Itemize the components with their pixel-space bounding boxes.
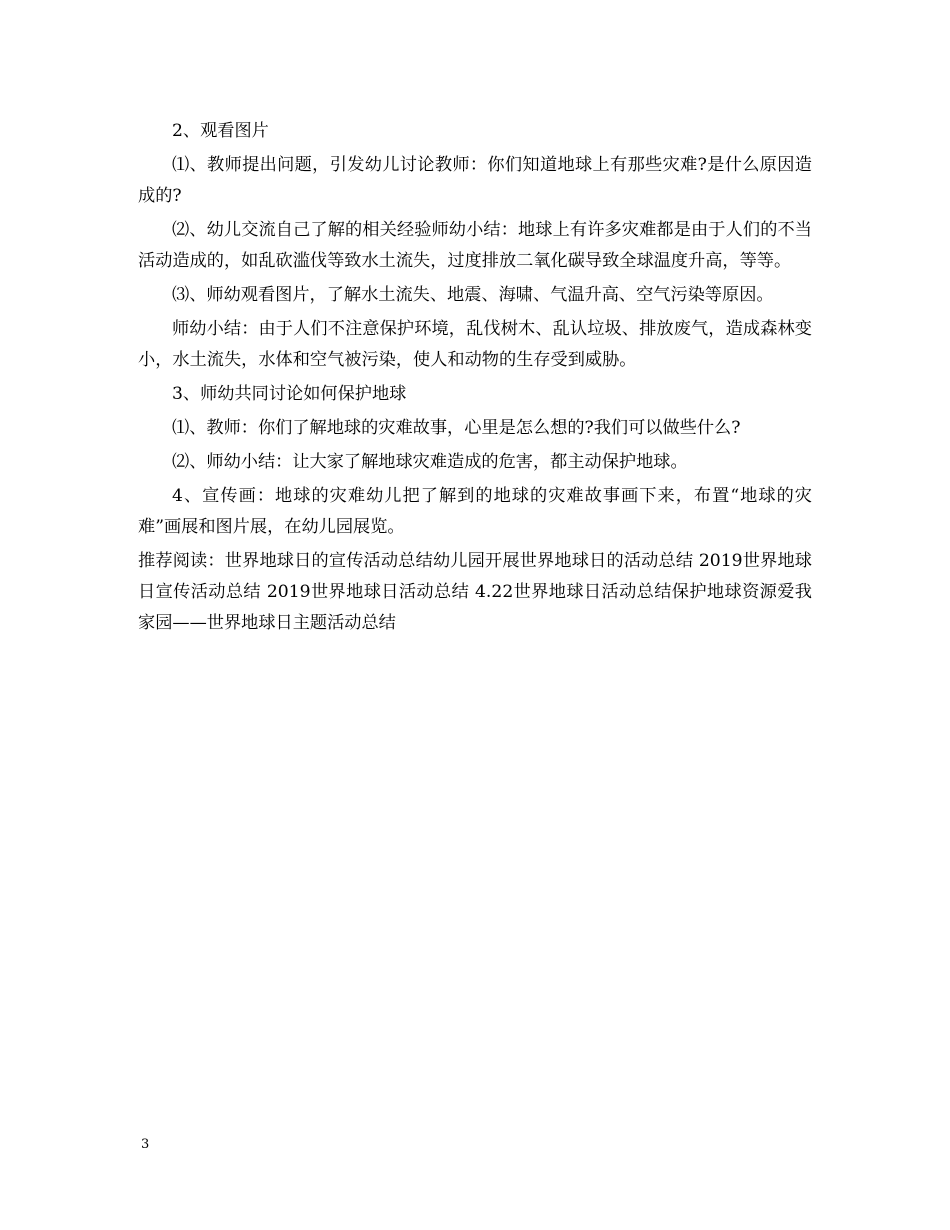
paragraph-poster-activity: 4、宣传画：地球的灾难幼儿把了解到的地球的灾难故事画下来，布置“地球的灾难”画展和图片展，在幼儿园展览。: [138, 486, 812, 537]
section-heading-discussion: 3、师幼共同讨论如何保护地球: [172, 384, 407, 404]
paragraph-children-exchange: ⑵、幼儿交流自己了解的相关经验师幼小结：地球上有许多灾难都是由于人们的不当活动造成的，如乱砍滥伐等致水土流失，过度排放二氧化碳导致全球温度升高，等等。: [138, 220, 812, 271]
paragraph-teacher-question: ⑴、教师提出问题，引发幼儿讨论教师：你们知道地球上有那些灾难?是什么原因造成的?: [138, 155, 812, 206]
paragraph-view-pictures: ⑶、师幼观看图片，了解水土流失、地震、海啸、气温升高、空气污染等原因。: [172, 285, 774, 305]
document-body: [138, 116, 812, 639]
section-heading-view-pictures: 2、观看图片: [172, 121, 269, 141]
recommended-reading: 推荐阅读：世界地球日的宣传活动总结幼儿园开展世界地球日的活动总结 2019世界地球日宣传活动总结 2019世界地球日活动总结 4.22世界地球日活动总结保护地球资源爱我家园——世界地球日主题活动总结: [138, 551, 812, 633]
page-number: 3: [141, 1137, 150, 1152]
paragraph-summary: 师幼小结：由于人们不注意保护环境，乱伐树木、乱认垃圾、排放废气，造成森林变小，水土流失，水体和空气被污染，使人和动物的生存受到威胁。: [138, 319, 812, 370]
paragraph-teacher-prompt: ⑴、教师：你们了解地球的灾难故事，心里是怎么想的?我们可以做些什么?: [172, 418, 741, 438]
paragraph-discussion-summary: ⑵、师幼小结：让大家了解地球灾难造成的危害，都主动保护地球。: [172, 452, 688, 472]
